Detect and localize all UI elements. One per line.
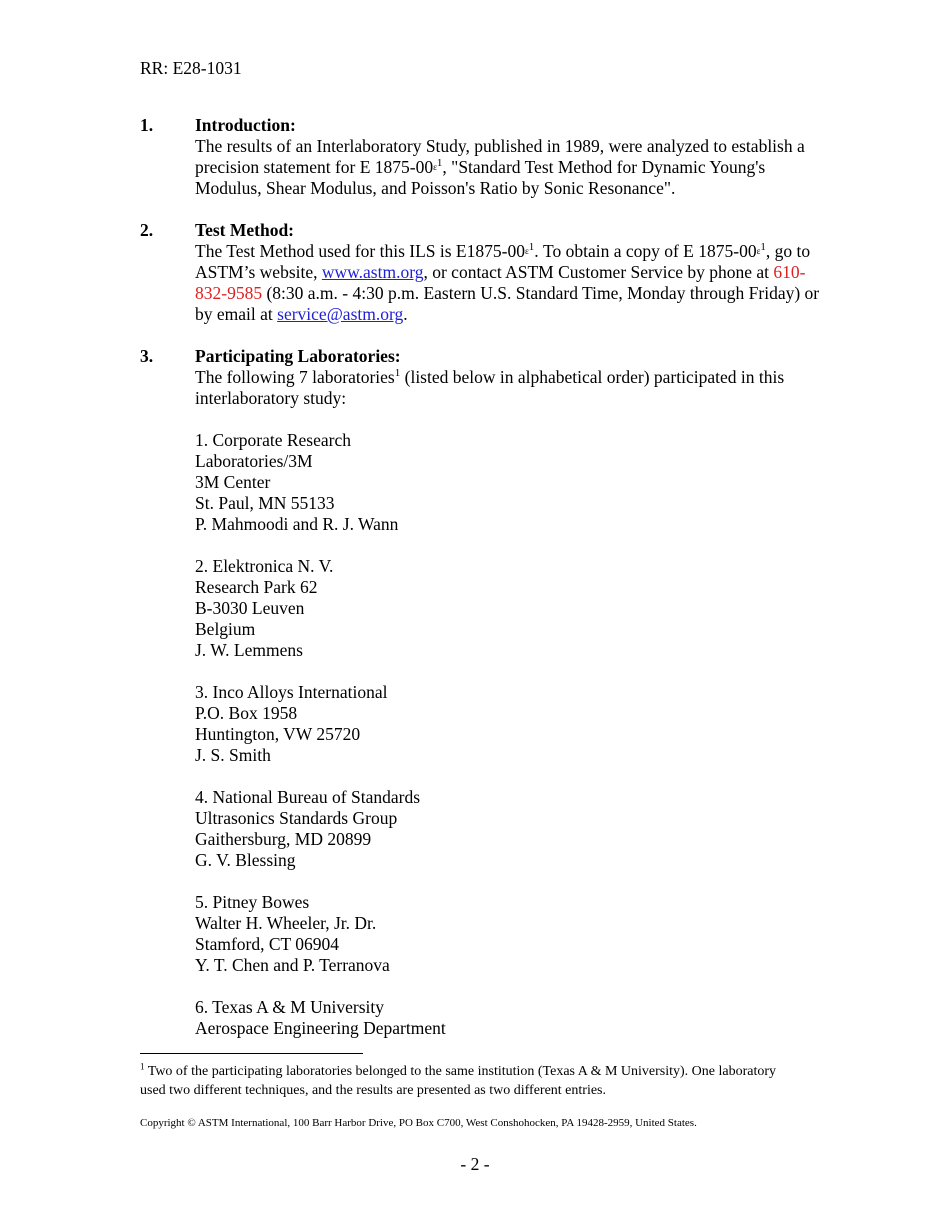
laboratory-line: Research Park 62 bbox=[195, 577, 318, 597]
email-link[interactable]: service@astm.org bbox=[277, 304, 404, 324]
section-number: 2. bbox=[140, 220, 154, 240]
laboratory-line: 5. Pitney Bowes bbox=[195, 892, 310, 912]
laboratory-line: Laboratories/3M bbox=[195, 451, 313, 471]
laboratory-line: J. S. Smith bbox=[195, 745, 271, 765]
laboratory-line: Stamford, CT 06904 bbox=[195, 934, 340, 954]
report-number: RR: E28-1031 bbox=[140, 58, 242, 78]
laboratory-line: Belgium bbox=[195, 619, 256, 639]
laboratory-line: Ultrasonics Standards Group bbox=[195, 808, 398, 828]
laboratory-entry bbox=[195, 787, 820, 871]
page-number: - 2 - bbox=[460, 1154, 490, 1174]
laboratory-line: Walter H. Wheeler, Jr. Dr. bbox=[195, 913, 377, 933]
laboratory-line: 6. Texas A & M University bbox=[195, 997, 385, 1017]
section-text: The results of an Interlaboratory Study, published in 1989, were analyzed to establish a precision statement for E $1875-00\varepsilon^1$, "Standard Test Method for Dynamic Young's Modulus, Shear Modulus, and Poisson's Ratio by Sonic Resonance". bbox=[195, 136, 805, 198]
laboratory-line: Aerospace Engineering Department bbox=[195, 1018, 446, 1038]
laboratory-entry bbox=[195, 556, 820, 661]
laboratory-entry bbox=[195, 997, 820, 1039]
laboratory-line: St. Paul, MN 55133 bbox=[195, 493, 335, 513]
laboratory-line: Y. T. Chen and P. Terranova bbox=[195, 955, 390, 975]
laboratory-line: Huntington, VW 25720 bbox=[195, 724, 361, 744]
copyright-notice: Copyright © ASTM International, 100 Barr Harbor Drive, PO Box C700, West Conshohocken, PA 19428-2959, United States. bbox=[140, 1117, 697, 1129]
section-number: 1. bbox=[140, 115, 154, 135]
section-heading: Participating Laboratories: bbox=[195, 346, 401, 366]
phone-number: 610-832-9585 bbox=[195, 262, 806, 303]
laboratory-entry bbox=[195, 430, 820, 535]
section-heading: Introduction: bbox=[195, 115, 296, 135]
laboratory-line: J. W. Lemmens bbox=[195, 640, 303, 660]
section-participating-laboratories bbox=[140, 346, 820, 1039]
laboratory-line: 2. Elektronica N. V. bbox=[195, 556, 334, 576]
footnote-separator bbox=[140, 1053, 363, 1054]
laboratory-line: 3M Center bbox=[195, 472, 271, 492]
laboratory-line: G. V. Blessing bbox=[195, 850, 296, 870]
laboratory-line: P.O. Box 1958 bbox=[195, 703, 298, 723]
footnote: $^1$ Two of the participating laboratories belonged to the same institution (Texas A & M University). One laboratory used two different techniques, and the results are presented as two different entries. bbox=[140, 1061, 777, 1098]
section-test-method bbox=[140, 220, 820, 325]
laboratory-line: B-3030 Leuven bbox=[195, 598, 305, 618]
laboratory-line: Gaithersburg, MD 20899 bbox=[195, 829, 372, 849]
laboratory-line: 3. Inco Alloys International bbox=[195, 682, 388, 702]
laboratory-line: 4. National Bureau of Standards bbox=[195, 787, 421, 807]
section-number: 3. bbox=[140, 346, 154, 366]
section-text: The Test Method used for this ILS is $E1875-00\varepsilon^1$. To obtain a copy of E $1875-00\varepsilon^1$, go to ASTM’s website, www.astm.org, or contact ASTM Customer Service by phone at 610-832-9585 (8:30 a.m. - 4:30 p.m. Eastern U.S. Standard Time, Monday through Friday) or by email at service@astm.org. bbox=[195, 241, 820, 324]
laboratory-line: 1. Corporate Research bbox=[195, 430, 351, 450]
section-text: The following 7 laboratories$^1$ (listed below in alphabetical order) participated in this interlaboratory study: bbox=[195, 367, 785, 408]
laboratory-list bbox=[195, 430, 820, 1039]
laboratory-line: P. Mahmoodi and R. J. Wann bbox=[195, 514, 399, 534]
astm-website-link[interactable]: www.astm.org bbox=[321, 262, 424, 282]
laboratory-entry bbox=[195, 892, 820, 976]
laboratory-entry bbox=[195, 682, 820, 766]
section-introduction bbox=[140, 115, 820, 199]
section-heading: Test Method: bbox=[195, 220, 295, 240]
